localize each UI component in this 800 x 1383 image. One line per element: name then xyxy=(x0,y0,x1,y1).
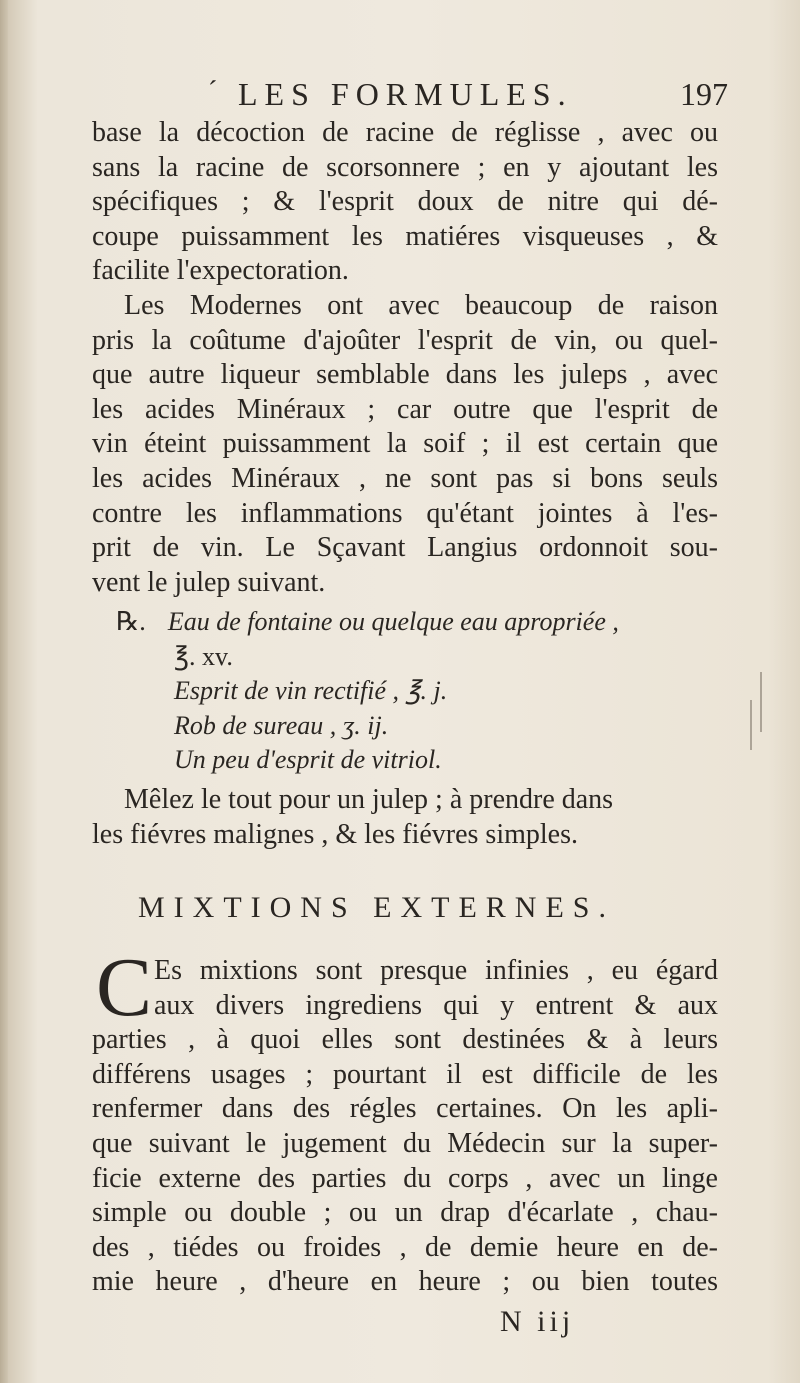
text-line: vent le julep suivant. xyxy=(92,566,326,598)
text-line: vin éteint puissamment la soif ; il est certain que xyxy=(92,428,718,460)
text-line: base la décoction de racine de réglisse , avec ou xyxy=(92,117,718,148)
paragraph-decoction xyxy=(92,116,718,600)
text-line: que autre liqueur semblable dans les juleps , avec xyxy=(92,359,718,391)
text-line: les acides Minéraux , ne sont pas si bons seuls xyxy=(92,462,718,494)
text-line: différens usages ; pourtant il est difficile de les xyxy=(92,1058,718,1090)
recipe-ingredient: Esprit de vin rectifié , ℥. j. xyxy=(174,676,448,706)
text-line: des , tiédes ou froides , de demie heure en de- xyxy=(92,1231,718,1263)
recipe-quantity: ℥. xv. xyxy=(174,641,233,671)
text-line: sans la racine de scorsonnere ; en y ajoutant les xyxy=(92,151,718,183)
text-line: spécifiques ; & l'esprit doux de nitre qui dé- xyxy=(92,186,718,218)
julep-recipe xyxy=(116,605,716,778)
text-line: les acides Minéraux ; car outre que l'esprit de xyxy=(92,393,718,425)
recipe-ingredient: Un peu d'esprit de vitriol. xyxy=(174,745,442,775)
text-line: simple ou double ; ou un drap d'écarlate , chau- xyxy=(92,1197,718,1229)
text-line: contre les inflammations qu'étant jointes à l'es- xyxy=(92,497,718,529)
recipe-ingredient: Rob de sureau , ʒ. ij. xyxy=(174,710,389,740)
text-line: les fiévres malignes , & les fiévres simples. xyxy=(92,818,578,850)
running-header xyxy=(208,72,728,116)
drop-capital: C xyxy=(96,941,153,1034)
text-line: ficie externe des parties du corps , avec un linge xyxy=(92,1162,718,1194)
recipe-line xyxy=(116,605,716,640)
text-line: pris la coûtume d'ajoûter l'esprit de vin, ou quel- xyxy=(92,324,718,356)
text-line: que suivant le jugement du Médecin sur la super- xyxy=(92,1127,718,1159)
paragraph-external-mixtions xyxy=(92,954,718,1300)
text-line: aux divers ingrediens qui y entrent & aux xyxy=(154,989,718,1021)
margin-bleed-mark xyxy=(750,700,752,750)
text-line: mie heure , d'heure en heure ; ou bien toutes xyxy=(92,1266,718,1298)
recipe-ingredient: Eau de fontaine ou quelque eau apropriée , xyxy=(167,607,619,636)
book-page xyxy=(8,0,800,1383)
text-line: prit de vin. Le Sçavant Langius ordonnoit sou- xyxy=(92,532,718,564)
book-spine-shadow xyxy=(0,0,8,1383)
text-line: coupe puissamment les matiéres visqueuses , & xyxy=(92,220,718,252)
page-number: 197 xyxy=(680,76,728,112)
text-line: Es mixtions sont presque infinies , eu égard xyxy=(154,955,718,986)
text-line: facilite l'expectoration. xyxy=(92,255,349,287)
section-heading: MIXTIONS EXTERNES. xyxy=(138,891,615,924)
paragraph-instructions xyxy=(92,783,718,852)
text-line: renfermer dans des régles certaines. On les apli- xyxy=(92,1093,718,1125)
header-tick-mark: ´ xyxy=(208,76,218,107)
text-line: parties , à quoi elles sont destinées & à leurs xyxy=(92,1024,718,1056)
signature-mark: N iij xyxy=(500,1305,575,1338)
text-line: Les Modernes ont avec beaucoup de raison xyxy=(124,289,718,321)
recipe-symbol: ℞. xyxy=(116,607,146,636)
running-title: LES FORMULES. xyxy=(238,76,573,112)
text-line: Mêlez le tout pour un julep ; à prendre dans xyxy=(124,784,614,815)
margin-bleed-mark xyxy=(760,672,762,732)
